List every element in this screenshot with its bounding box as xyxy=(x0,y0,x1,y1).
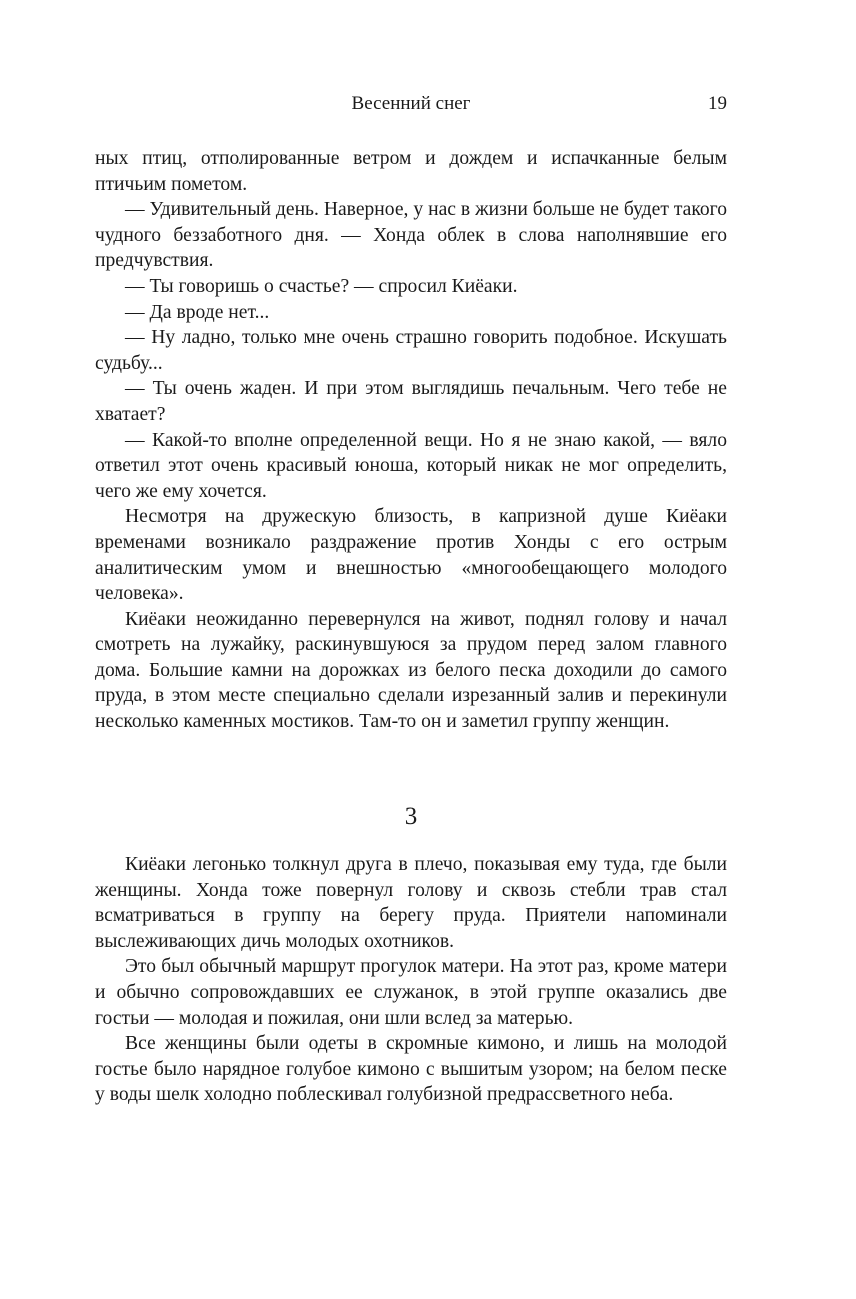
paragraph: Все женщины были одеты в скромные кимоно, и лишь на молодой гостье было нарядное голубое кимоно с вышитым узором; на белом песке у воды шелк холодно поблескивал голубизной предрассветного неба. xyxy=(95,1033,727,1106)
dialogue-line: — Ты говоришь о счастье? — спросил Киёаки. xyxy=(125,275,518,297)
dialogue-line: — Удивительный день. Наверное, у нас в жизни больше не будет такого чудного беззаботного дня. — Хонда облек в слова наполнявшие его предчувствия. xyxy=(95,199,727,272)
dialogue-line: — Какой-то вполне определенной вещи. Но я не знаю какой, — вяло ответил этот очень красивый юноша, который никак не мог определить, чего же ему хочется. xyxy=(95,429,727,502)
paragraph-continuation: ных птиц, отполированные ветром и дождем и испачканные белым птичьим пометом. xyxy=(95,148,727,195)
paragraph: Несмотря на дружескую близость, в капризной душе Киёаки временами возникало раздражение против Хонды с его острым аналитическим умом и внешностью «многообещающего молодого человека». xyxy=(95,506,727,605)
paragraph: Киёаки легонько толкнул друга в плечо, показывая ему туда, где были женщины. Хонда тоже повернул голову и сквозь стебли трав стал всматриваться в группу на берегу пруда. Приятели напоминали выслеживающих дичь молодых охотников. xyxy=(95,854,727,952)
dialogue-line: — Да вроде нет... xyxy=(125,301,270,323)
paragraph: Это был обычный маршрут прогулок матери. На этот раз, кроме матери и обычно сопровождавших ее служанок, в этой группе оказались две гостьи — молодая и пожилая, они шли вслед за матерью. xyxy=(95,956,727,1029)
running-header xyxy=(95,91,727,117)
chapter-number: 3 xyxy=(404,803,418,830)
text-section-chapter-3 xyxy=(95,852,727,1108)
paragraph: Киёаки неожиданно перевернулся на живот, поднял голову и начал смотреть на лужайку, раскинувшуюся за прудом перед залом главного дома. Большие камни на дорожках из белого песка доходили до самого пруда, в этом месте специально сделали изрезанный залив и перекинули несколько каменных мостиков. Там-то он и заметил группу женщин. xyxy=(95,608,727,733)
page-number: 19 xyxy=(708,93,727,114)
text-section-before-chapter xyxy=(95,146,727,735)
dialogue-line: — Ты очень жаден. И при этом выглядишь печальным. Чего тебе не хватает? xyxy=(95,378,727,425)
book-page xyxy=(95,0,727,1299)
running-title: Весенний снег xyxy=(351,93,471,114)
dialogue-line: — Ну ладно, только мне очень страшно говорить подобное. Искушать судьбу... xyxy=(95,327,727,374)
